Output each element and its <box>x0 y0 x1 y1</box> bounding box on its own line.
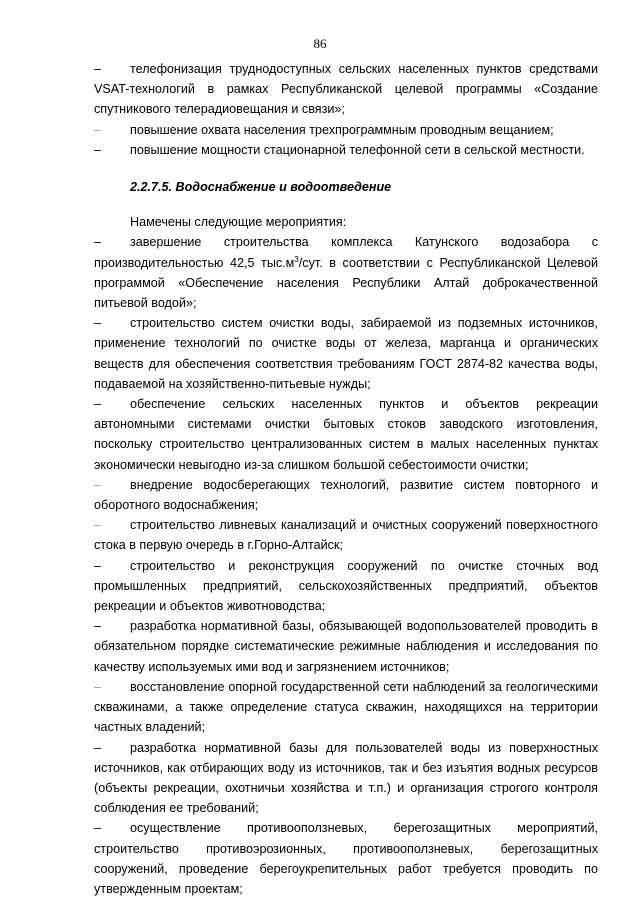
list-item-text: обеспечение сельских населенных пунктов и объектов рекреации автономными системами очистки бытовых стоков заводского изготовления, поскольку строительство централизованных систем в малых населенных пунктах экономически невыгодно из-за слишком большой себестоимости очистки; <box>94 397 598 472</box>
list-item-text: разработка нормативной базы для пользователей воды из поверхностных источников, как отбирающих воду из источников, так и без изъятия водных ресурсов (объекты рекреации, охотничьи хозяйства и т.п.) и организация строгого контроля соблюдения ее требований; <box>94 740 598 816</box>
list-item <box>94 120 598 140</box>
list-dash: – <box>94 558 102 573</box>
list-item <box>94 818 598 899</box>
list-item-text: строительство ливневых канализаций и очистных сооружений поверхностного стока в первую очередь в г.Горно-Алтайск; <box>94 518 598 553</box>
list-dash: – <box>94 397 102 412</box>
list-item <box>94 394 598 475</box>
list-dash: – <box>94 740 102 755</box>
list-dash: – <box>94 142 102 157</box>
list-item <box>94 313 598 394</box>
list-item-text: внедрение водосберегающих технологий, развитие систем повторного и оборотного водоснабжения; <box>94 477 598 513</box>
list-dash: – <box>94 821 102 836</box>
list-item-text: повышение мощности стационарной телефонной сети в сельской местности. <box>130 142 585 157</box>
list-item-text: строительство и реконструкция сооружений по очистке сточных вод промышленных предприятий, сельскохозяйственных предприятий, объектов рекреации и объектов животноводства; <box>94 558 598 614</box>
list-dash: – <box>94 235 102 250</box>
list-item <box>94 677 598 738</box>
superscript: 3 <box>294 254 299 264</box>
list-dash: – <box>94 679 102 694</box>
list-item-text: завершение строительства комплекса Катунского водозабора с производительностью 42,5 тыс.м <box>94 235 598 270</box>
list-item-text-cont: /сут. в соответствии с Республиканской Целевой программой «Обеспечение населения Республики Алтай доброкачественной питьевой водой»; <box>94 255 598 311</box>
list-dash: – <box>94 619 102 634</box>
intro-text: Намечены следующие мероприятия: <box>130 215 347 230</box>
list-item <box>94 556 598 617</box>
page-number: 86 <box>313 36 327 51</box>
list-item <box>94 616 598 677</box>
list-dash: – <box>94 62 102 76</box>
list-item-text: повышение охвата населения трехпрограммным проводным вещанием; <box>130 122 554 137</box>
list-item <box>94 232 598 313</box>
list-item-text: строительство систем очистки воды, забираемой из подземных источников, применение технологий по очистке воды от железа, марганца и органических веществ для обеспечения соответствия требованиям ГОСТ 2874-82 качества воды, подаваемой на хозяйственно-питьевые нужды; <box>94 316 598 391</box>
list-item-text: восстановление опорной государственной сети наблюдений за геологическими скважинами, а также определение статуса скважин, находящихся на территории частных владений; <box>94 679 598 735</box>
list-item <box>94 59 598 120</box>
list-item <box>94 475 598 515</box>
list-item <box>94 140 598 160</box>
list-dash: – <box>94 316 102 331</box>
list-item-text: разработка нормативной базы, обязывающей водопользователей проводить в обязательном порядке систематические режимные наблюдения и исследования по качеству используемых ими вод и загрязнением источников; <box>94 619 598 674</box>
list-item-text: телефонизация труднодоступных сельских населенных пунктов средствами VSAT-технологий в рамках Республиканской целевой программы «Создание спутникового телерадиовещания и связи»; <box>94 62 598 117</box>
page-content <box>94 59 598 899</box>
section-heading: 2.2.7.5. Водоснабжение и водоотведение <box>130 180 392 195</box>
list-dash: – <box>94 477 102 492</box>
list-dash: – <box>94 122 102 137</box>
list-item <box>94 738 598 819</box>
list-item-text: осуществление противооползневых, берегозащитных мероприятий, строительство противоэрозионных, противооползневых, берегозащитных сооружений, проведение берегоукрепительных работ требуется проводить по утвержденным проектам; <box>94 821 598 896</box>
list-item <box>94 515 598 555</box>
list-dash: – <box>94 518 102 533</box>
